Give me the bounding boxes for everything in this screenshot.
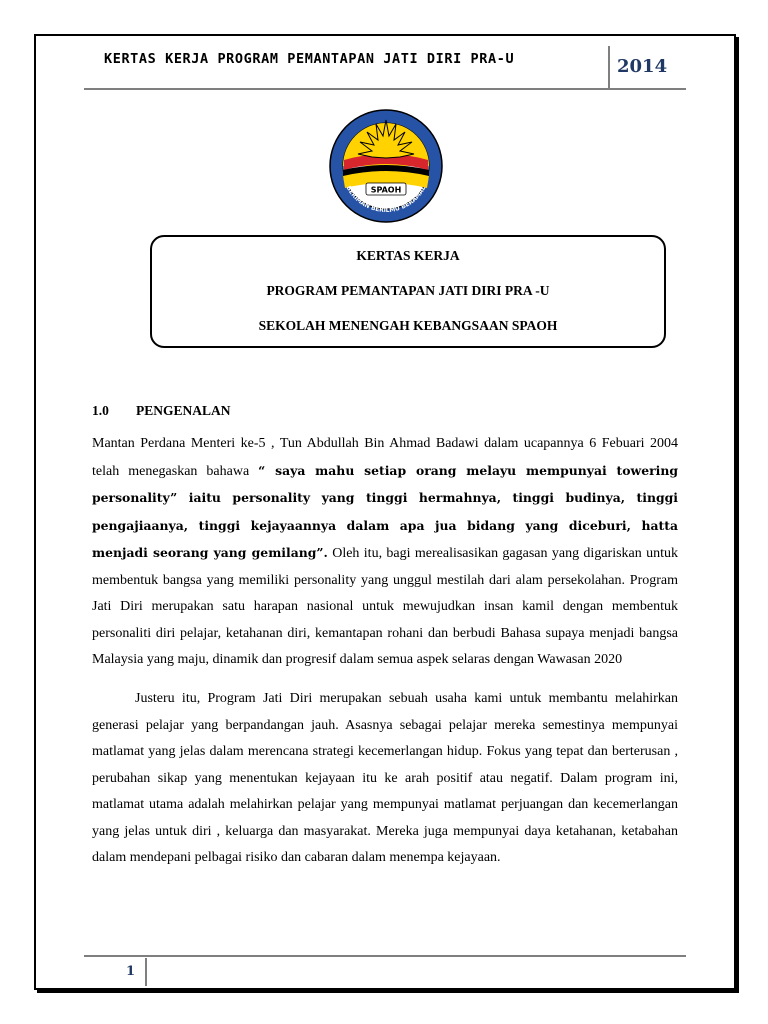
school-logo-icon xyxy=(328,108,444,224)
header-title: KERTAS KERJA PROGRAM PEMANTAPAN JATI DIRI PRA-U xyxy=(104,51,515,67)
title-line-3: SEKOLAH MENENGAH KEBANGSAAN SPAOH xyxy=(258,318,558,333)
section-title: PENGENALAN xyxy=(136,403,231,418)
paragraph-1-rest: Oleh itu, bagi merealisasikan gagasan yang digariskan untuk membentuk bangsa yang memiliki personality yang unggul mestilah dari alam persekolahan. Program Jati Diri merupakan satu harapan nasional untuk mewujudkan insan kamil dengan membentuk personaliti diri pelajar, ketahanan diri, kemantapan rohani dan berbudi Bahasa supaya menjadi bangsa Malaysia yang maju, dinamik dan progresif dalam semua aspek selaras dengan Wawasan 2020 xyxy=(92,546,678,667)
title-line-1: KERTAS KERJA xyxy=(356,248,460,263)
title-line-2: PROGRAM PEMANTAPAN JATI DIRI PRA -U xyxy=(266,283,550,298)
paragraph-1-quote: “ saya mahu setiap orang melayu mempunyai towering personality” iaitu personality yang tinggi hermahnya, tinggi budinya, tinggi pengajiaanya, tinggi kejayaannya dalam apa jua bidang yang diceburi, hatta menjadi seorang yang gemilang”. xyxy=(92,462,678,560)
header-rule xyxy=(84,88,686,90)
footer-rule xyxy=(84,955,686,957)
paragraph-1 xyxy=(92,431,678,674)
logo-motto: BERIMAN BERILMU BERAMAL xyxy=(344,184,428,215)
section-number: 1.0 xyxy=(92,403,109,418)
title-box xyxy=(150,235,666,348)
page-number: 1 xyxy=(126,964,136,979)
header-divider xyxy=(608,46,610,90)
paragraph-1-intro: Mantan Perdana Menteri ke-5 , Tun Abdullah Bin Ahmad Badawi dalam ucapannya 6 Febuari 2004 telah menegaskan bahawa xyxy=(92,436,678,479)
paragraph-2-text: Justeru itu, Program Jati Diri merupakan sebuah usaha kami untuk membantu melahirkan generasi pelajar yang berpandangan jauh. Asasnya sebagai pelajar mereka semestinya mempunyai matlamat yang jelas dalam merencana strategi kecemerlangan hidup. Fokus yang tepat dan berterusan , perubahan sikap yang menentukan kejayaan itu ke arah positif atau negatif. Dalam program ini, matlamat utama adalah melahirkan pelajar yang mempunyai matlamat perjuangan dan kecemerlangan yang jelas untuk diri , keluarga dan masyarakat. Mereka juga mempunyai daya ketahanan, ketabahan dalam mendepani pelbagai risiko dan cabaran dalam menempa kejayaan. xyxy=(92,691,678,865)
header-year: 2014 xyxy=(617,56,668,77)
logo-name: SPAOH xyxy=(370,185,402,195)
footer-divider xyxy=(145,958,147,986)
section-heading xyxy=(92,403,231,419)
paragraph-2 xyxy=(92,686,678,872)
